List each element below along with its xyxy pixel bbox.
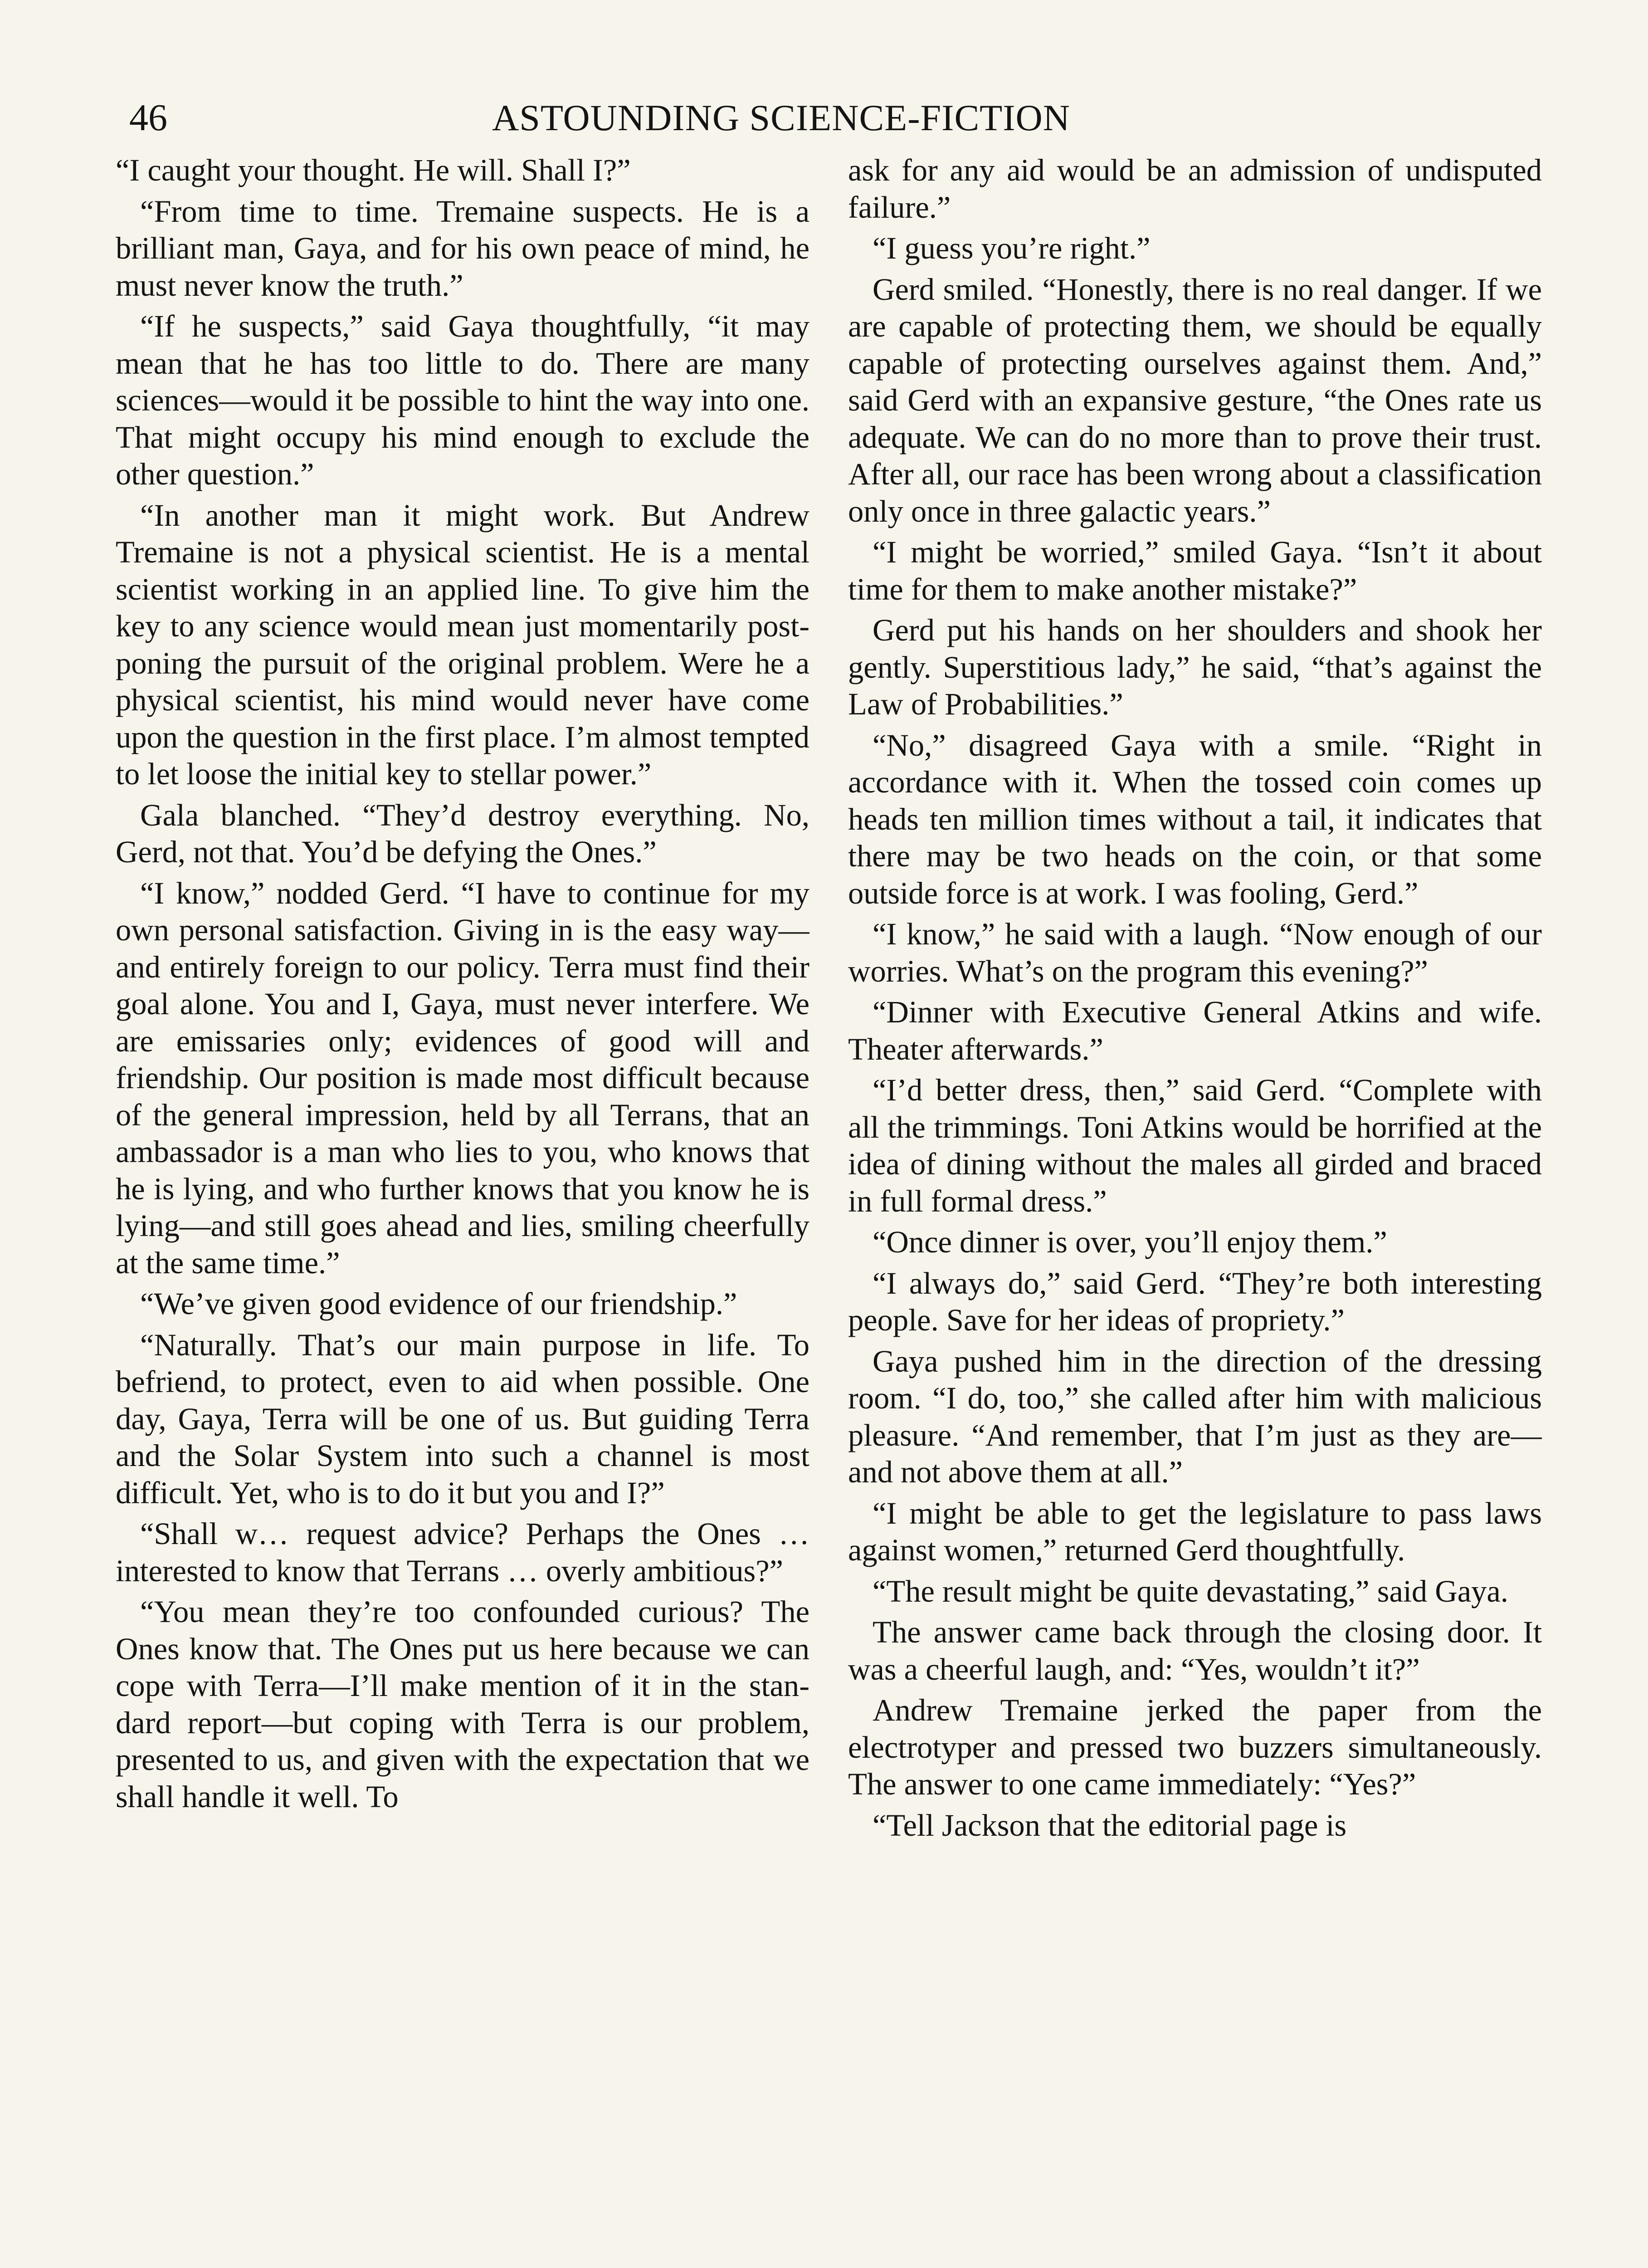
paragraph: Gala blanched. “They’d destroy everything. No, Gerd, not that. You’d be defying the Ones.” [116,797,809,869]
paragraph: “I always do,” said Gerd. “They’re both interesting people. Save for her ideas of propriety.” [848,1266,1542,1337]
paragraph: “You mean they’re too confounded curious? The Ones know that. The Ones put us here because we can cope with Terra—I’ll make mention of it in the standard report—but coping with Terra is our problem, presented to us, and given with the expectation that we shall handle it well. To [116,1594,809,1814]
paragraph: Andrew Tremaine jerked the paper from the electrotyper and pressed two buzzers simultaneously. The answer to one came immediately: “Yes?” [848,1693,1542,1801]
paragraph: “If he suspects,” said Gaya thoughtfully, “it may mean that he has too little to do. There are many sciences—would it be possible to hint the way into one. That might occupy his mind enough to exclude the other question.” [116,309,809,491]
paragraph: “Dinner with Executive General Atkins and wife. Theater afterwards.” [848,995,1542,1066]
paragraph: “We’ve given good evidence of our friendship.” [140,1286,737,1321]
paragraph: The answer came back through the closing door. It was a cheerful laugh, and: “Yes, wouldn’t it?” [848,1615,1542,1686]
running-head: ASTOUNDING SCIENCE-FICTION [492,97,1070,138]
paragraph: “From time to time. Tremaine suspects. He is a brilliant man, Gaya, and for his own peace of mind, he must never know the truth.” [116,194,809,303]
paragraph: “No,” disagreed Gaya with a smile. “Right in accordance with it. When the tossed coin comes up heads ten million times without a tail, it indicates that there may be two heads on the coin, or that some outside force is at work. I was fooling, Gerd.” [848,728,1542,910]
right-column [848,152,1542,2268]
paragraph: “I know,” he said with a laugh. “Now enough of our worries. What’s on the program this evening?” [848,917,1542,988]
paragraph: Gaya pushed him in the direction of the dressing room. “I do, too,” she called after him with malicious pleasure. “And remember, that I’m just as they are—and not above them at all.” [848,1344,1542,1489]
paragraph: “Naturally. That’s our main purpose in life. To befriend, to protect, even to aid when possible. One day, Gaya, Terra will be one of us. But guiding Terra and the Solar System into such a channel is most difficult. Yet, who is to do it but you and I?” [116,1327,809,1510]
paragraph: “I know,” nodded Gerd. “I have to continue for my own personal satisfaction. Giving in is the easy way—and entirely foreign to our policy. Terra must find their goal alone. You and I, Gaya, must never interfere. We are emissaries only; evidences of good will and friendship. Our position is made most difficult because of the general impression, held by all Terrans, that an ambassador is a man who lies to you, who knows that he is lying, and who further knows that you know he is lying—and still goes ahead and lies, smiling cheerfully at the same time.” [116,875,809,1280]
paragraph: ask for any aid would be an admission of undisputed failure.” [848,153,1542,225]
left-column [116,152,809,2268]
paragraph: “I might be able to get the legislature to pass laws against women,” returned Gerd thoughtfully. [848,1496,1542,1567]
paragraph: “I guess you’re right.” [873,231,1151,265]
page-header [129,93,1544,156]
paragraph: “The result might be quite devastating,” said Gaya. [873,1574,1508,1608]
paragraph: Gerd put his hands on her shoulders and shook her gently. Superstitious lady,” he said, “that’s against the Law of Probabilities.” [848,613,1542,721]
paragraph: “Once dinner is over, you’ll enjoy them.” [873,1225,1387,1259]
paragraph: “Shall w… request advice? Perhaps the Ones … interested to know that Terrans … overly ambitious?” [116,1516,809,1588]
paragraph: “I caught your thought. He will. Shall I?” [116,153,631,187]
paragraph: “I might be worried,” smiled Gaya. “Isn’t it about time for them to make another mistake?” [848,535,1542,606]
paragraph: “In another man it might work. But Andrew Tremaine is not a physical scientist. He is a mental scientist working in an applied line. To give him the key to any science would mean just momentarily postponing the pursuit of the original problem. Were he a physical scientist, his mind would never have come upon the question in the first place. I’m almost tempted to let loose the initial key to stellar power.” [116,498,809,791]
page-number: 46 [129,97,167,139]
paragraph: “I’d better dress, then,” said Gerd. “Complete with all the trimmings. Toni Atkins would be horrified at the idea of dining without the males all girded and braced in full formal dress.” [848,1073,1542,1218]
paragraph: “Tell Jackson that the editorial page is [873,1808,1347,1843]
paragraph: Gerd smiled. “Honestly, there is no real danger. If we are capable of protecting them, we should be equally capable of protecting ourselves against them. And,” said Gerd with an expansive gesture, “the Ones rate us adequate. We can do no more than to prove their trust. After all, our race has been wrong about a classification only once in three galactic years.” [848,272,1542,528]
